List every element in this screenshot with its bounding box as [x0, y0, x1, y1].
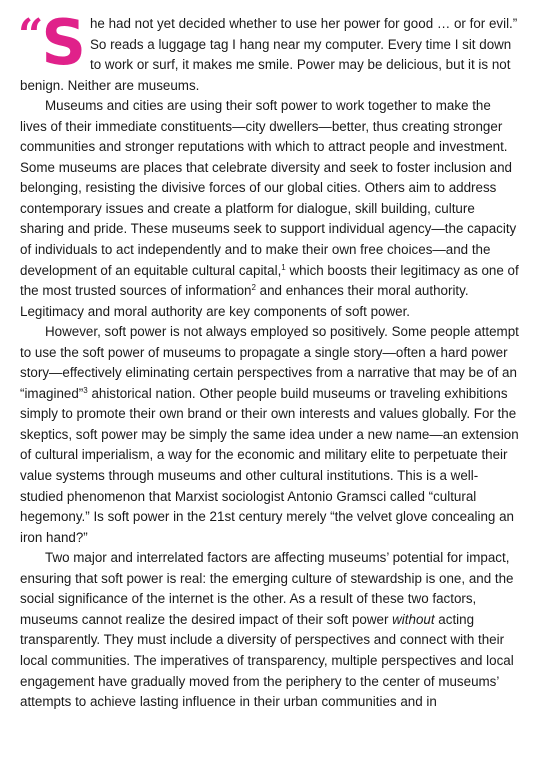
paragraph-text: acting transparently. They must include a diversity of perspectives and connect with their local communities. The imperatives of transparency, multiple perspectives and local engagement have gradually moved from the periphery to the center of museums’ attempts to achieve lasting influence in their urban communities and in — [20, 611, 514, 710]
drop-cap-quote: “ — [18, 10, 42, 61]
paragraph-text: and enhances their moral authority. Legitimacy and moral authority are key components of soft power. — [20, 283, 469, 319]
opening-paragraph — [18, 6, 520, 96]
paragraph-museums-and-cities — [20, 96, 520, 322]
drop-cap — [18, 6, 86, 79]
paragraph-text: ahistorical nation. Other people build museums or traveling exhibitions simply to promote their own brand or their own interests and values globally. For the skeptics, soft power may be simply the same idea under a new name—an extension of cultural imperialism, a way for the economic and military elite to perpetuate their value systems through museums and other cultural institutions. This is a well-studied phenomenon that Marxist sociologist Antonio Gramsci called “cultural hegemony.” Is soft power in the 21st century merely “the velvet glove concealing an iron hand?” — [20, 385, 519, 545]
paragraph-two-major-factors — [20, 548, 520, 712]
emphasis-without: without — [392, 611, 435, 627]
opening-text: he had not yet decided whether to use her power for good … or for evil.” So reads a luggage tag I hang near my computer. Every time I sit down to work or surf, it makes me smile. Power may be delicious, but it is not benign. Neither are museums. — [20, 16, 518, 93]
footnote-ref-3: 3 — [83, 385, 88, 395]
paragraph-text: However, soft power is not always employed so positively. Some people attempt to use the soft power of museums to propagate a single story—often a hard power story—effectively eliminating certain perspectives from a narrative that may be of an “imagined” — [20, 324, 519, 401]
drop-cap-letter: S — [41, 6, 86, 79]
paragraph-text: Two major and interrelated factors are affecting museums’ potential for impact, ensuring that soft power is real: the emerging culture of stewardship is one, and the social significance of the internet is the other. As a result of these two factors, museums cannot realize the desired impact of their soft power — [20, 550, 514, 627]
footnote-ref-2: 2 — [251, 283, 256, 293]
footnote-ref-1: 1 — [281, 262, 286, 272]
paragraph-however-soft-power — [20, 322, 520, 548]
paragraph-text: Museums and cities are using their soft power to work together to make the lives of their immediate constituents—city dwellers—better, thus creating stronger communities and stronger reputations with which to attract people and investment. Some museums are places that celebrate diversity and seek to foster inclusion and belonging, resisting the divisive forces of our global cities. Others aim to address contemporary issues and create a platform for dialogue, skill building, culture sharing and pride. These museums seek to support individual agency—the capacity of individuals to act independently and to make their own free choices—and the development of an equitable cultural capital, — [20, 98, 517, 278]
paragraph-text: which boosts their legitimacy as one of the most trusted sources of information — [20, 262, 519, 299]
